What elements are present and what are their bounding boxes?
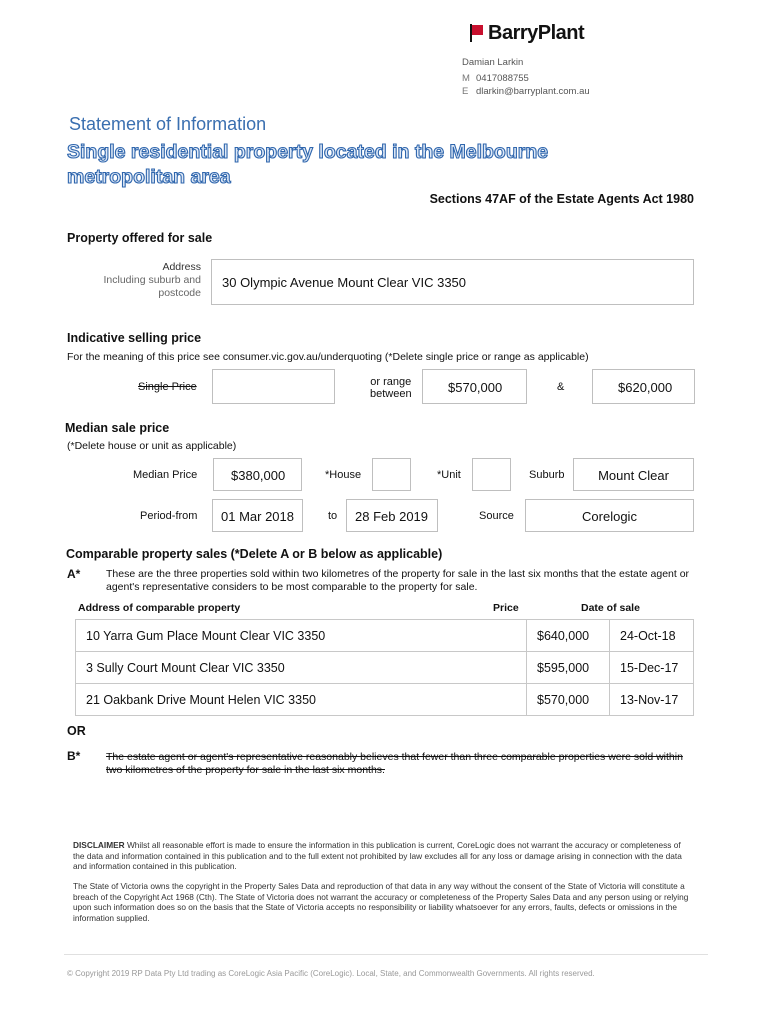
comparable-date[interactable]: 13-Nov-17 (610, 684, 694, 716)
disclaimer-text-1: Whilst all reasonable effort is made to ensure the information in this publication is current, CoreLogic does not warrant the accuracy or completeness of the data and information contained in this publication and to the full extent not prohibited by law excludes all for any loss or damage arising in connection with the data and information contained in this publication. (73, 840, 682, 871)
suburb-field[interactable] (573, 458, 694, 491)
table-row (76, 684, 694, 716)
range-low-value: $570,000 (448, 380, 503, 395)
or-separator: OR (67, 724, 86, 738)
agent-email[interactable]: dlarkin@barryplant.com.au (476, 86, 590, 97)
unit-checkbox[interactable] (472, 458, 511, 491)
period-from-label: Period-from (140, 510, 198, 522)
agent-mobile[interactable]: 0417088755 (476, 73, 529, 84)
sections-reference: Sections 47AF of the Estate Agents Act 1980 (429, 192, 694, 206)
address-label-group (104, 261, 202, 300)
period-to-value: 28 Feb 2019 (355, 509, 429, 524)
col-address-header: Address of comparable property (78, 602, 241, 614)
agent-email-line (462, 86, 590, 97)
source-value: Corelogic (582, 509, 637, 524)
table-row (76, 652, 694, 684)
agent-name: Damian Larkin (462, 57, 524, 68)
address-field[interactable] (211, 259, 694, 305)
brand-logo-text: BarryPlant (488, 22, 585, 44)
period-from-field[interactable] (212, 499, 303, 532)
disclaimer-label: DISCLAIMER (73, 840, 125, 850)
suburb-value: Mount Clear (598, 468, 669, 483)
range-high-value: $620,000 (618, 380, 673, 395)
comparable-address[interactable]: 3 Sully Court Mount Clear VIC 3350 (76, 652, 527, 684)
house-checkbox[interactable] (372, 458, 411, 491)
single-price-field[interactable] (212, 369, 335, 404)
comparable-address[interactable]: 10 Yarra Gum Place Mount Clear VIC 3350 (76, 620, 527, 652)
median-price-value: $380,000 (231, 468, 286, 483)
option-a-marker: A* (67, 567, 81, 581)
comparable-address[interactable]: 21 Oakbank Drive Mount Helen VIC 3350 (76, 684, 527, 716)
source-label: Source (479, 510, 514, 522)
source-field[interactable] (525, 499, 694, 532)
median-note: (*Delete house or unit as applicable) (67, 440, 237, 452)
period-to-field[interactable] (346, 499, 438, 532)
agent-mobile-line (462, 73, 529, 84)
period-to-label: to (328, 510, 338, 522)
indicative-note: For the meaning of this price see consumer.vic.gov.au/underquoting (*Delete single price or range as applicable) (67, 351, 589, 363)
range-ampersand: & (557, 381, 565, 393)
range-label-line-2: between (370, 388, 412, 400)
unit-label: *Unit (437, 469, 461, 481)
comparable-date[interactable]: 15-Dec-17 (610, 652, 694, 684)
option-b-marker: B* (67, 749, 81, 763)
median-price-field[interactable] (213, 458, 302, 491)
address-sub-label-2: postcode (158, 287, 201, 299)
address-value: 30 Olympic Avenue Mount Clear VIC 3350 (222, 275, 467, 290)
barryplant-logo-icon (470, 24, 484, 42)
option-b-text: The estate agent or agent's representative reasonably believes that fewer than three comparable properties were sold within two kilometres of the property for sale in the last six months. (106, 751, 683, 776)
col-date-header: Date of sale (581, 602, 640, 614)
comparable-date[interactable]: 24-Oct-18 (610, 620, 694, 652)
comparable-sales-table (75, 619, 694, 716)
median-heading: Median sale price (65, 421, 170, 435)
disclaimer-paragraph-1 (73, 840, 693, 872)
address-sub-label-1: Including suburb and (103, 274, 201, 286)
table-row (76, 620, 694, 652)
range-label-line-1: or range (370, 376, 412, 388)
footer-copyright: © Copyright 2019 RP Data Pty Ltd trading as CoreLogic Asia Pacific (CoreLogic). Local, State, and Commonwealth Governments. All rights reserved. (67, 969, 595, 978)
mobile-key: M (462, 73, 470, 84)
email-key: E (462, 86, 469, 97)
comparable-price[interactable]: $595,000 (527, 652, 610, 684)
range-high-field[interactable] (592, 369, 695, 404)
document-title: Single residential property located in the Melbourne metropolitan area (67, 141, 549, 188)
comparable-price[interactable]: $570,000 (527, 684, 610, 716)
option-a-text: These are the three properties sold within two kilometres of the property for sale in the last six months that the estate agent or agent's representative considers to be most comparable to the property for sale. (106, 568, 690, 593)
disclaimer-paragraph-2: The State of Victoria owns the copyright in the Property Sales Data and reproduction of that data in any way without the consent of the State of Victoria will constitute a breach of the Copyright Act 1968 (Cth). The State of Victoria does not warrant the accuracy or completeness of the Property Sales Data and any person using or relying upon such information does so on the basis that the State of Victoria accepts no responsibility or liability whatsoever for any errors, faults, defects or omissions in the information supplied. (73, 881, 689, 923)
indicative-heading: Indicative selling price (67, 331, 202, 345)
footer-divider (64, 954, 708, 955)
single-price-label: Single Price (138, 381, 197, 393)
period-from-value: 01 Mar 2018 (221, 509, 294, 524)
range-low-field[interactable] (422, 369, 527, 404)
document-subtitle: Statement of Information (69, 114, 267, 134)
comparable-heading: Comparable property sales (*Delete A or B below as applicable) (66, 547, 443, 561)
comparable-price[interactable]: $640,000 (527, 620, 610, 652)
house-label: *House (325, 469, 362, 481)
property-heading: Property offered for sale (67, 231, 213, 245)
range-label (370, 376, 412, 400)
col-price-header: Price (493, 602, 519, 614)
median-price-label: Median Price (133, 469, 198, 481)
address-label: Address (162, 261, 201, 273)
suburb-label: Suburb (529, 469, 565, 481)
